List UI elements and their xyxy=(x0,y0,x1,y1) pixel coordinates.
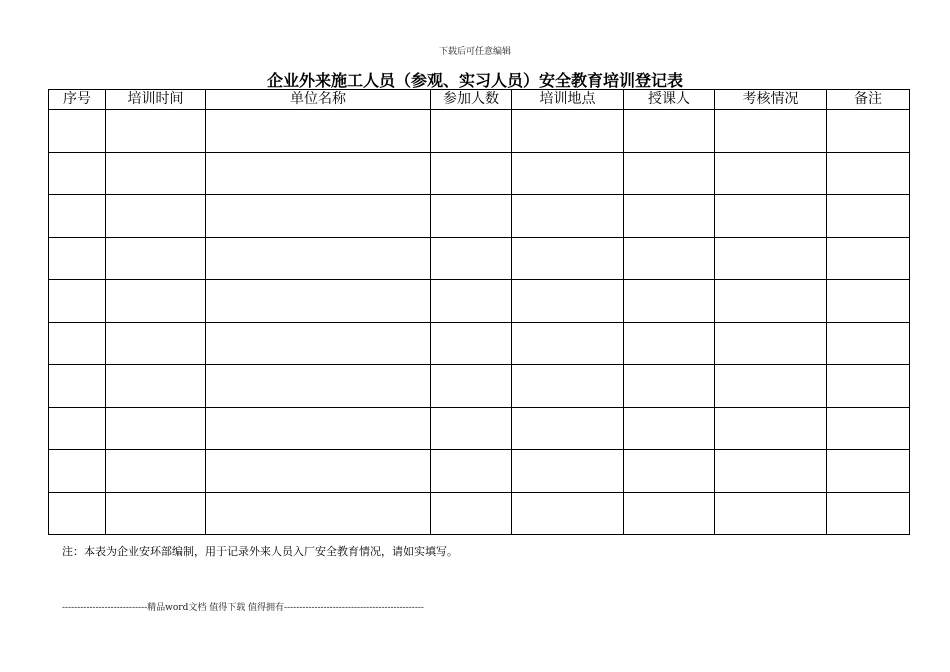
table-row xyxy=(49,152,910,195)
table-cell[interactable] xyxy=(512,280,624,323)
table-cell[interactable] xyxy=(715,450,827,493)
table-cell[interactable] xyxy=(827,152,910,195)
table-cell[interactable] xyxy=(49,365,106,408)
table-cell[interactable] xyxy=(827,110,910,153)
document-title: 企业外来施工人员（参观、实习人员）安全教育培训登记表 xyxy=(266,71,683,90)
table-cell[interactable] xyxy=(624,322,715,365)
table-cell[interactable] xyxy=(206,322,431,365)
table-cell[interactable] xyxy=(106,365,206,408)
table-cell[interactable] xyxy=(206,407,431,450)
footer-line: ----------------------------精品word文档 值得下载 值得拥有---------------------------------------------- xyxy=(62,603,424,613)
table-cell[interactable] xyxy=(431,492,512,535)
table-cell[interactable] xyxy=(715,365,827,408)
table-row xyxy=(49,237,910,280)
table-cell[interactable] xyxy=(206,450,431,493)
table-cell[interactable] xyxy=(512,407,624,450)
table-cell[interactable] xyxy=(106,492,206,535)
table-cell[interactable] xyxy=(206,110,431,153)
table-cell[interactable] xyxy=(512,365,624,408)
table-cell[interactable] xyxy=(106,110,206,153)
table-cell[interactable] xyxy=(49,237,106,280)
table-row xyxy=(49,322,910,365)
table-cell[interactable] xyxy=(431,152,512,195)
column-header-organization: 单位名称 xyxy=(206,90,431,110)
table-cell[interactable] xyxy=(206,237,431,280)
table-cell[interactable] xyxy=(715,492,827,535)
table-cell[interactable] xyxy=(106,450,206,493)
column-header-attendees: 参加人数 xyxy=(431,90,512,110)
table-cell[interactable] xyxy=(624,237,715,280)
table-cell[interactable] xyxy=(624,450,715,493)
table-cell[interactable] xyxy=(715,237,827,280)
column-header-location: 培训地点 xyxy=(512,90,624,110)
table-cell[interactable] xyxy=(827,322,910,365)
table-cell[interactable] xyxy=(49,492,106,535)
column-header-assessment: 考核情况 xyxy=(715,90,827,110)
table-cell[interactable] xyxy=(827,280,910,323)
table-cell[interactable] xyxy=(431,237,512,280)
column-header-training-time: 培训时间 xyxy=(106,90,206,110)
table-cell[interactable] xyxy=(715,152,827,195)
table-cell[interactable] xyxy=(827,492,910,535)
table-cell[interactable] xyxy=(106,407,206,450)
table-row xyxy=(49,365,910,408)
table-cell[interactable] xyxy=(715,110,827,153)
table-cell[interactable] xyxy=(206,195,431,238)
table-cell[interactable] xyxy=(431,280,512,323)
column-header-remarks: 备注 xyxy=(827,90,910,110)
table-cell[interactable] xyxy=(106,195,206,238)
table-cell[interactable] xyxy=(512,322,624,365)
table-row xyxy=(49,450,910,493)
table-body xyxy=(49,110,910,535)
table-cell[interactable] xyxy=(715,322,827,365)
table-row xyxy=(49,492,910,535)
table-cell[interactable] xyxy=(49,322,106,365)
registration-table xyxy=(48,89,910,535)
table-cell[interactable] xyxy=(512,450,624,493)
table-cell[interactable] xyxy=(512,152,624,195)
table-row xyxy=(49,407,910,450)
table-cell[interactable] xyxy=(206,280,431,323)
table-cell[interactable] xyxy=(106,237,206,280)
table-cell[interactable] xyxy=(106,280,206,323)
table-cell[interactable] xyxy=(624,152,715,195)
table-cell[interactable] xyxy=(512,195,624,238)
table-cell[interactable] xyxy=(827,407,910,450)
table-cell[interactable] xyxy=(106,322,206,365)
table-cell[interactable] xyxy=(512,237,624,280)
header-note: 下载后可任意编辑 xyxy=(438,47,511,57)
table-cell[interactable] xyxy=(827,450,910,493)
table-cell[interactable] xyxy=(206,365,431,408)
table-cell[interactable] xyxy=(106,152,206,195)
table-header-row xyxy=(49,90,910,110)
table-cell[interactable] xyxy=(431,322,512,365)
table-cell[interactable] xyxy=(827,195,910,238)
table-cell[interactable] xyxy=(431,110,512,153)
table-cell[interactable] xyxy=(206,152,431,195)
table-cell[interactable] xyxy=(431,365,512,408)
table-cell[interactable] xyxy=(715,280,827,323)
table-cell[interactable] xyxy=(49,152,106,195)
table-cell[interactable] xyxy=(49,195,106,238)
table-cell[interactable] xyxy=(49,280,106,323)
table-cell[interactable] xyxy=(624,195,715,238)
table-row xyxy=(49,195,910,238)
table-cell[interactable] xyxy=(827,365,910,408)
table-cell[interactable] xyxy=(624,365,715,408)
table-row xyxy=(49,110,910,153)
table-cell[interactable] xyxy=(49,110,106,153)
table-cell[interactable] xyxy=(624,280,715,323)
column-header-instructor: 授课人 xyxy=(624,90,715,110)
table-cell[interactable] xyxy=(715,195,827,238)
table-cell[interactable] xyxy=(624,492,715,535)
column-header-serial: 序号 xyxy=(49,90,106,110)
table-cell[interactable] xyxy=(49,407,106,450)
footnote: 注：本表为企业安环部编制，用于记录外来人员入厂安全教育情况，请如实填写。 xyxy=(62,545,458,558)
table-cell[interactable] xyxy=(206,492,431,535)
table-cell[interactable] xyxy=(431,407,512,450)
table-cell[interactable] xyxy=(624,110,715,153)
table-cell[interactable] xyxy=(49,450,106,493)
table-row xyxy=(49,280,910,323)
table-cell[interactable] xyxy=(512,492,624,535)
table-cell[interactable] xyxy=(624,407,715,450)
table-cell[interactable] xyxy=(431,450,512,493)
table-cell[interactable] xyxy=(715,407,827,450)
table-cell[interactable] xyxy=(827,237,910,280)
table-cell[interactable] xyxy=(431,195,512,238)
table-cell[interactable] xyxy=(512,110,624,153)
